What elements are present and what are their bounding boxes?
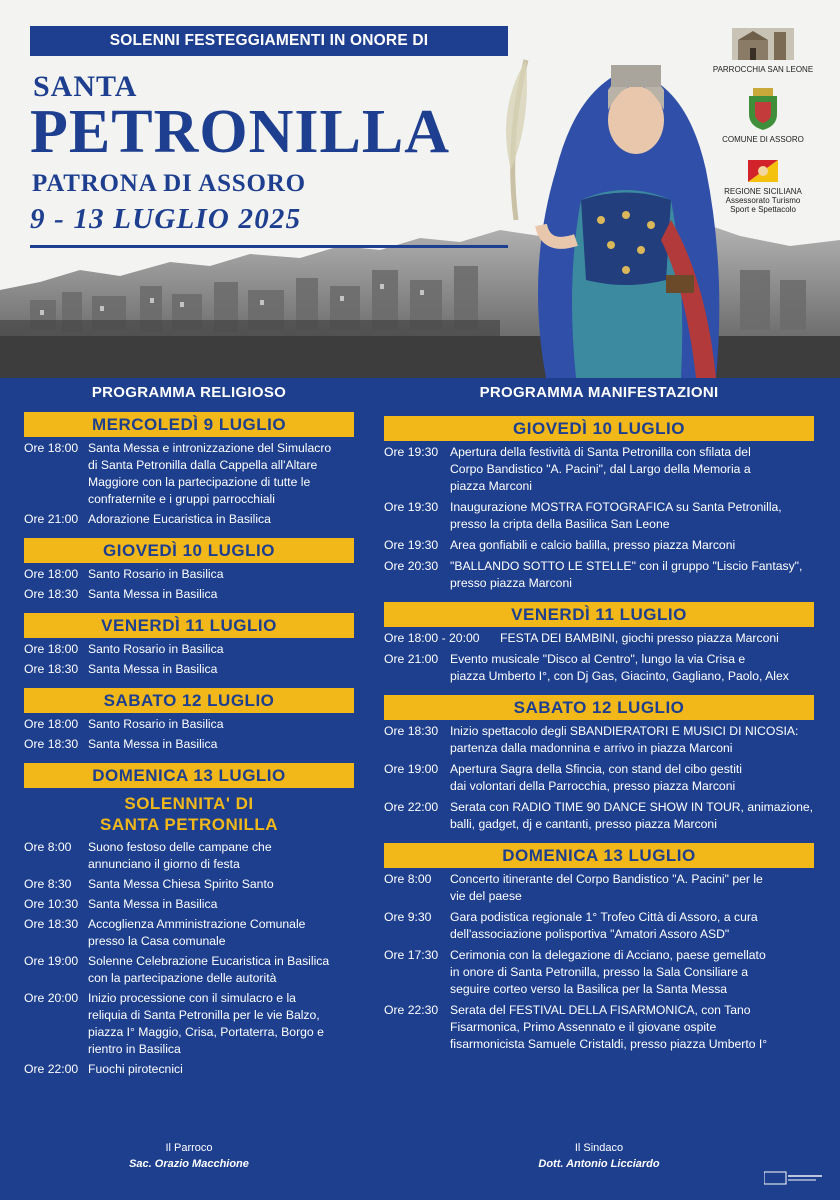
event-description [450,799,814,833]
event-description-line: Cerimonia con la delegazione di Acciano, paese gemellato [450,948,766,962]
event-description [450,871,814,905]
event-description-line: FESTA DEI BAMBINI, giochi presso piazza Marconi [500,631,779,645]
event-description-line: piazza Umberto I°, con Dj Gas, Giacinto, Gagliano, Paolo, Alex [450,669,789,683]
event-description [450,558,814,592]
event-description-line: Santa Messa in Basilica [88,587,218,601]
religioso-event [24,916,354,950]
religioso-event [24,440,354,508]
event-description-line: "BALLANDO SOTTO LE STELLE" con il gruppo "Liscio Fantasy", [450,559,803,573]
manifestazioni-day-header: VENERDÌ 11 LUGLIO [384,602,814,627]
event-time: Ore 19:00 [24,954,79,968]
event-description-line: Santo Rosario in Basilica [88,642,224,656]
event-description [500,630,814,647]
event-description-line: seguire corteo verso la Basilica per la Santa Messa [450,982,728,996]
manifestazioni-event [384,651,814,685]
title-santa: SANTA [33,70,138,103]
event-description [450,723,814,757]
religioso-day-header: GIOVEDÌ 10 LUGLIO [24,538,354,563]
event-description-line: Santa Messa Chiesa Spirito Santo [88,877,274,891]
event-description [450,761,814,795]
manifestazioni-event [384,761,814,795]
event-description-line: presso la Casa comunale [88,934,226,948]
logo-regione [708,160,818,214]
signature-parroco-name: Sac. Orazio Macchione [129,1158,249,1170]
event-description [88,566,354,583]
event-description-line: Concerto itinerante del Corpo Bandistico "A. Pacini" per le [450,872,763,886]
manifestazioni-event [384,499,814,533]
header [0,0,840,378]
manifestazioni-event [384,537,814,554]
event-description-line: Maggiore con la partecipazione di tutte le [88,475,311,489]
event-description-line: presso la cripta della Basilica San Leone [450,517,670,531]
events-program-title: PROGRAMMA MANIFESTAZIONI [479,384,719,401]
event-description [88,1061,354,1078]
event-description [450,444,814,495]
event-description-line: piazza Marconi [450,479,532,493]
event-time: Ore 18:30 [24,662,79,676]
event-time: Ore 22:00 [384,800,439,814]
event-description-line: Serata del FESTIVAL DELLA FISARMONICA, con Tano [450,1003,751,1017]
event-description-line: Solenne Celebrazione Eucaristica in Basilica [88,954,330,968]
event-description-line: con la partecipazione delle autorità [88,971,277,985]
logo-parrocchia-caption: PARROCCHIA SAN LEONE [712,65,814,74]
event-description-line: Santo Rosario in Basilica [88,567,224,581]
religioso-event [24,716,354,733]
manifestazioni-day-header: GIOVEDÌ 10 LUGLIO [384,416,814,441]
event-description [450,909,814,943]
event-description-line: presso piazza Marconi [450,576,572,590]
solennita-subtitle: SANTA PETRONILLA [100,815,278,834]
signature-parroco [24,1140,354,1172]
signature-sindaco [384,1140,814,1172]
religioso-day-header: VENERDÌ 11 LUGLIO [24,613,354,638]
event-description [88,990,354,1058]
event-time: Ore 19:30 [384,445,439,459]
event-time: Ore 18:30 [24,737,79,751]
religioso-day-header: MERCOLEDÌ 9 LUGLIO [24,412,354,437]
sicily-flag-icon [748,160,778,182]
religious-program-title: PROGRAMMA RELIGIOSO [91,384,287,401]
signature-sindaco-role: Il Sindaco [574,1142,624,1154]
signature-parroco-role: Il Parroco [165,1142,213,1154]
event-time: Ore 8:00 [384,872,432,886]
event-time: Ore 17:30 [384,948,439,962]
event-description-line: reliquia di Santa Petronilla per le vie Balzo, [88,1008,320,1022]
event-time: Ore 18:00 [24,567,79,581]
event-description-line: Adorazione Eucaristica in Basilica [88,512,271,526]
title-divider [30,245,508,248]
event-time: Ore 18:00 - 20:00 [384,631,480,645]
event-time: Ore 18:00 [24,441,79,455]
event-time: Ore 18:30 [24,917,79,931]
manifestazioni-event [384,909,814,943]
church-icon [732,28,794,60]
event-time: Ore 18:00 [24,717,79,731]
logo-comune-caption: COMUNE DI ASSORO [722,135,804,144]
solennita-title: SOLENNITA' DI [124,794,254,813]
event-time: Ore 20:30 [384,559,439,573]
event-description [450,1002,814,1053]
event-description-line: in onore di Santa Petronilla, presso la Sala Consiliare a [450,965,749,979]
manifestazioni-event [384,947,814,998]
event-time: Ore 8:00 [24,840,72,854]
religioso-event [24,736,354,753]
title-name: PETRONILLA [30,98,450,166]
event-description-line: Inizio spettacolo degli SBANDIERATORI E MUSICI DI NICOSIA: [450,724,799,738]
event-description-line: confraternite e i gruppi parrocchiali [88,492,275,506]
event-description-line: Accoglienza Amministrazione Comunale [88,917,306,931]
event-description-line: vie del paese [450,889,522,903]
manifestazioni-event [384,723,814,757]
event-description-line: Serata con RADIO TIME 90 DANCE SHOW IN TOUR, animazione, [450,800,814,814]
event-description-line: balli, gadget, dj e cantanti, presso piazza Marconi [450,817,717,831]
title-patrona: PATRONA DI ASSORO [32,170,306,197]
manifestazioni-event [384,871,814,905]
religioso-day-header: DOMENICA 13 LUGLIO [24,763,354,788]
religioso-event [24,876,354,893]
event-time: Ore 19:30 [384,500,439,514]
religioso-event [24,641,354,658]
event-description [450,651,814,685]
event-description-line: partenza dalla madonnina e arrivo in piazza Marconi [450,741,733,755]
event-description [88,716,354,733]
title-dates: 9 - 13 LUGLIO 2025 [30,203,302,235]
event-description [88,736,354,753]
event-description [88,511,354,528]
event-description-line: Fisarmonica, Primo Assennato e il giovane ospite [450,1020,717,1034]
religioso-event [24,953,354,987]
event-description-line: Apertura della festività di Santa Petronilla con sfilata del [450,445,751,459]
event-time: Ore 8:30 [24,877,72,891]
event-description [88,916,354,950]
event-description-line: dai volontari della Parrocchia, presso piazza Marconi [450,779,736,793]
event-description [88,896,354,913]
event-description [450,499,814,533]
event-description-line: Gara podistica regionale 1° Trofeo Città di Assoro, a cura [450,910,758,924]
event-description-line: dell'associazione polisportiva "Amatori Assoro ASD" [450,927,730,941]
religioso-event [24,586,354,603]
event-description-line: di Santa Petronilla dalla Cappella all'Altare [88,458,318,472]
event-description-line: Suono festoso delle campane che [88,840,272,854]
religioso-event [24,661,354,678]
event-description-line: Santa Messa in Basilica [88,662,218,676]
event-description-line: Inizio processione con il simulacro e la [88,991,296,1005]
event-description-line: annunciano il giorno di festa [88,857,240,871]
event-description [450,947,814,998]
event-time: Ore 22:00 [24,1062,79,1076]
event-description-line: fisarmonicista Samuele Cristaldi, presso piazza Umberto I° [450,1037,768,1051]
manifestazioni-event [384,444,814,495]
event-description [88,661,354,678]
manifestazioni-event [384,799,814,833]
event-description [88,440,354,508]
event-description-line: Evento musicale "Disco al Centro", lungo la via Crisa e [450,652,746,666]
religioso-event [24,839,354,873]
event-time: Ore 21:00 [384,652,439,666]
event-description-line: piazza I° Maggio, Crisa, Portaterra, Borgo e [88,1025,324,1039]
logo-regione-caption-1: REGIONE SICILIANA [724,187,802,196]
manifestazioni-event [384,630,814,647]
saint-statue-image [486,20,746,378]
event-time: Ore 18:30 [24,587,79,601]
logo-regione-caption-2: Assessorato Turismo [725,196,801,205]
event-description-line: Inaugurazione MOSTRA FOTOGRAFICA su Santa Petronilla, [450,500,782,514]
event-time: Ore 9:30 [384,910,432,924]
logo-regione-caption-3: Sport e Spettacolo [730,205,796,214]
event-time: Ore 22:30 [384,1003,439,1017]
event-description-line: Santa Messa in Basilica [88,737,218,751]
religioso-event [24,511,354,528]
manifestazioni-day-header: SABATO 12 LUGLIO [384,695,814,720]
religioso-event [24,1061,354,1078]
event-description-line: Santa Messa in Basilica [88,897,218,911]
event-description-line: Santo Rosario in Basilica [88,717,224,731]
event-time: Ore 18:00 [24,642,79,656]
event-description [88,586,354,603]
manifestazioni-day-header: DOMENICA 13 LUGLIO [384,843,814,868]
event-description [88,839,354,873]
event-description-line: Corpo Bandistico "A. Pacini", dal Largo della Memoria a [450,462,751,476]
manifestazioni-event [384,1002,814,1053]
event-time: Ore 10:30 [24,897,79,911]
credit-logo [764,1170,824,1186]
event-time: Ore 20:00 [24,991,79,1005]
program-section [0,378,840,1200]
religioso-event [24,990,354,1058]
event-description [88,953,354,987]
event-description-line: rientro in Basilica [88,1042,181,1056]
event-time: Ore 18:30 [384,724,439,738]
event-time: Ore 19:30 [384,538,439,552]
event-time: Ore 19:00 [384,762,439,776]
manifestazioni-event [384,558,814,592]
event-description-line: Area gonfiabili e calcio balilla, presso piazza Marconi [450,538,736,552]
logo-comune [708,88,818,144]
religioso-event [24,566,354,583]
event-description [88,641,354,658]
event-description [88,876,354,893]
event-description [450,537,814,554]
logo-parrocchia [708,28,818,74]
top-banner: SOLENNI FESTEGGIAMENTI IN ONORE DI [30,26,508,56]
event-description-line: Fuochi pirotecnici [88,1062,183,1076]
coat-of-arms-icon [747,88,779,130]
event-description-line: Santa Messa e intronizzazione del Simulacro [88,441,332,455]
religioso-event [24,896,354,913]
religioso-day-header: SABATO 12 LUGLIO [24,688,354,713]
signature-sindaco-name: Dott. Antonio Licciardo [538,1158,660,1170]
event-description-line: Apertura Sagra della Sfincia, con stand del cibo gestiti [450,762,742,776]
event-time: Ore 21:00 [24,512,79,526]
